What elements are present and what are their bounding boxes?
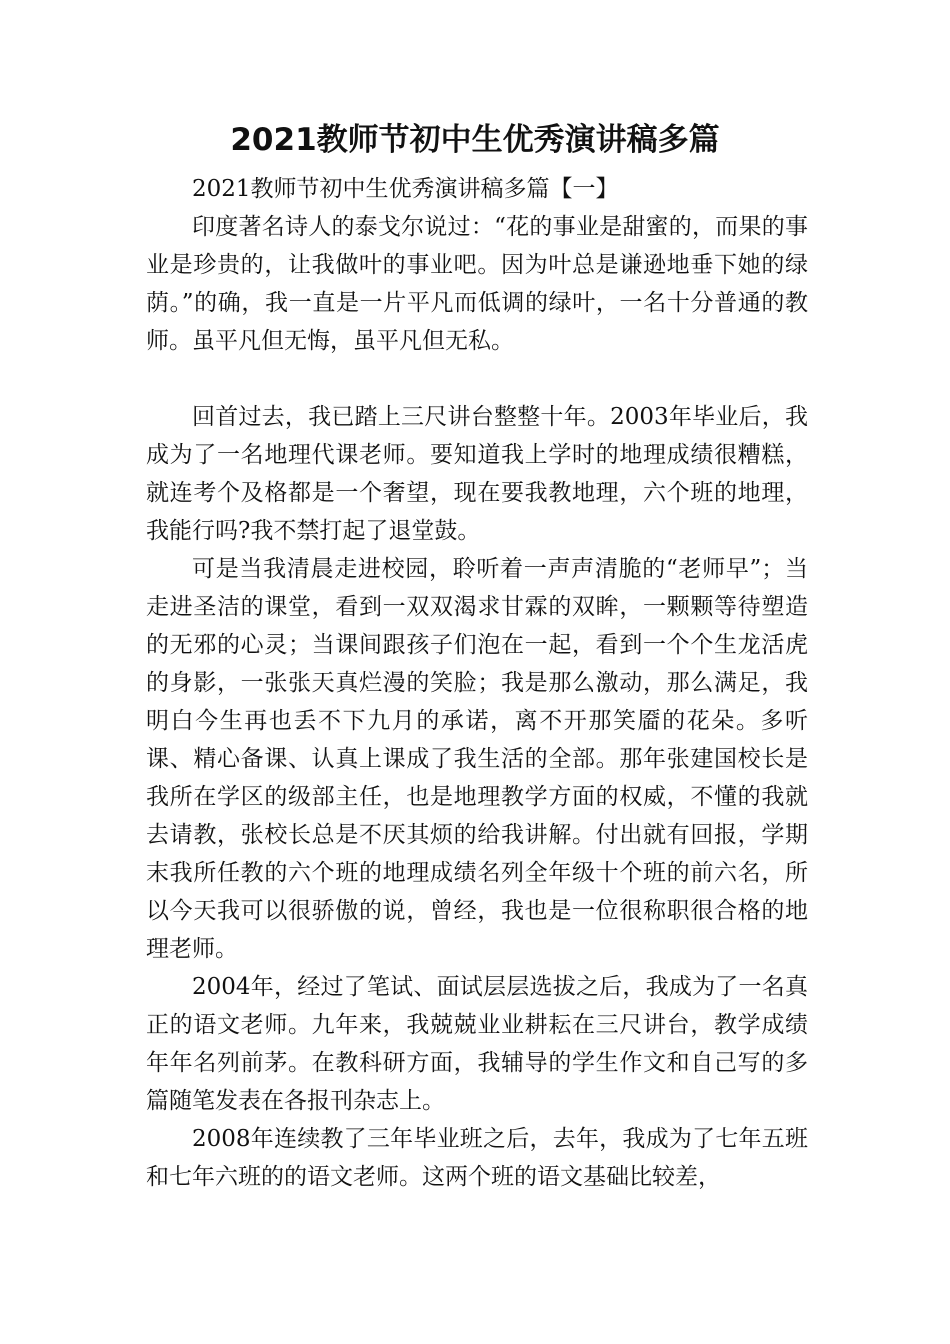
blank-line xyxy=(146,360,808,398)
paragraph-campus-life: 可是当我清晨走进校园，聆听着一声声清脆的“老师早”；当走进圣洁的课堂，看到一双双渴求甘霖的双眸，一颗颗等待塑造的无邪的心灵；当课间跟孩子们泡在一起，看到一个个生龙活虎的身影，一张张天真烂漫的笑脸；我是那么激动，那么满足，我明白今生再也丢不下九月的承诺，离不开那笑靥的花朵。多听课、精心备课、认真上课成了我生活的全部。那年张建国校长是我所在学区的级部主任，也是地理教学方面的权威，不懂的我就去请教，张校长总是不厌其烦的给我讲解。付出就有回报，学期末我所任教的六个班的地理成绩名列全年级十个班的前六名，所以今天我可以很骄傲的说，曾经，我也是一位很称职很合格的地理老师。 xyxy=(146,556,808,962)
paragraph-looking-back: 回首过去，我已踏上三尺讲台整整十年。2003年毕业后，我成为了一名地理代课老师。要知道我上学时的地理成绩很糟糕，就连考个及格都是一个奢望，现在要我教地理，六个班的地理，我能行吗?我不禁打起了退堂鼓。 xyxy=(146,404,808,544)
document-body xyxy=(146,170,808,1196)
paragraph-2008: 2008年连续教了三年毕业班之后，去年，我成为了七年五班和七年六班的的语文老师。这两个班的语文基础比较差， xyxy=(146,1126,808,1190)
paragraph-intro-quote: 印度著名诗人的泰戈尔说过：“花的事业是甜蜜的，而果的事业是珍贵的，让我做叶的事业吧。因为叶总是谦逊地垂下她的绿荫。”的确，我一直是一片平凡而低调的绿叶，一名十分普通的教师。虽平凡但无悔，虽平凡但无私。 xyxy=(146,214,808,354)
paragraph-2004: 2004年，经过了笔试、面试层层选拔之后，我成为了一名真正的语文老师。九年来，我兢兢业业耕耘在三尺讲台，教学成绩年年名列前茅。在教科研方面，我辅导的学生作文和自己写的多篇随笔发表在各报刊杂志上。 xyxy=(146,974,808,1114)
document-title: 2021教师节初中生优秀演讲稿多篇 xyxy=(230,122,720,158)
section-heading: 2021教师节初中生优秀演讲稿多篇【一】 xyxy=(192,176,619,202)
